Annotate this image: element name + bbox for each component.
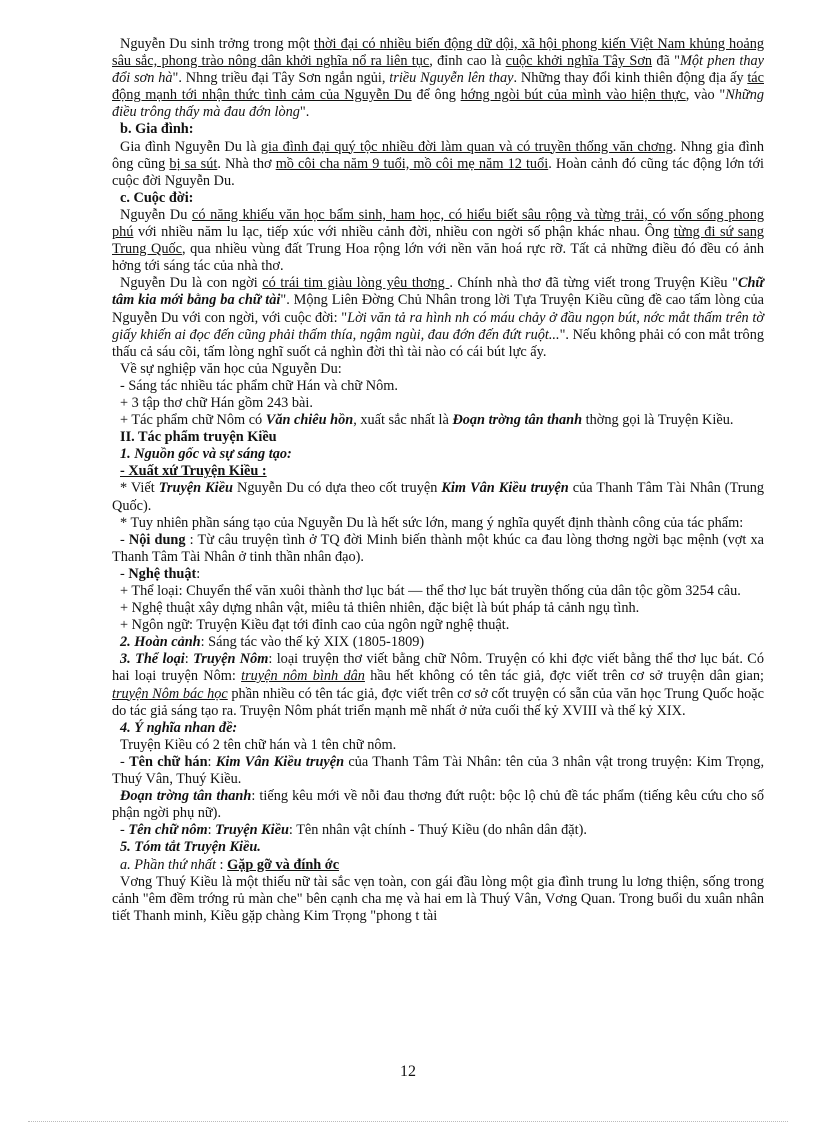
text-run: Đoạn trờng tân thanh [120, 788, 252, 805]
text-run: - [120, 753, 130, 770]
text-run: + Ngôn ngữ: Truyện Kiều đạt tới đỉnh cao của ngôn ngữ nghệ thuật. [120, 617, 510, 634]
text-run: . Chính nhà thơ đã từng viết trong Truyện Kiều " [449, 275, 738, 292]
text-run: Về sự nghiệp văn học của Nguyễn Du: [120, 360, 342, 377]
paragraph [112, 139, 764, 190]
text-run: 2. Hoàn cảnh [120, 634, 201, 651]
text-run: thời đại có nhiều biến động dữ dội, xã hội phong kiến Việt Nam khủng hoảng sâu sắc, phong trào nông dân khởi nghĩa nổ ra liên tục [112, 36, 765, 70]
text-run: của Thanh Tâm Tài Nhân (Trung Quốc). [112, 480, 765, 514]
text-run: . Nhà thơ [217, 155, 276, 172]
text-run: Nguyễn Du là con ngời [120, 275, 263, 292]
page-bottom-border [28, 1121, 788, 1122]
text-run: , qua nhiều vùng đất Trung Hoa rộng lớn với nền văn hoá rực rỡ. Tất cả những điều đó đều có ảnh hởng tới sáng tác của nhà thơ. [112, 241, 764, 275]
paragraph [112, 737, 764, 754]
paragraph [112, 121, 764, 138]
text-run: phần nhiều có tên tác giả, đợc viết trên cơ sở cốt truyện có sẵn của văn học Trung Quốc hoặc do tác giả sáng tạo ra. Truyện Nôm phát triển mạnh mẽ nhất ở nửa cuối thế kỷ XVIII và thế kỷ XIX. [112, 685, 764, 719]
text-run: truyện Nôm bác học [112, 685, 228, 702]
text-run: Nội dung [128, 531, 186, 548]
text-run: b. Gia đình: [120, 121, 194, 138]
text-run: : [196, 565, 201, 582]
text-run: thờng gọi là Truyện Kiều. [582, 412, 734, 429]
text-run: . Hoàn cảnh đó cũng tác động lớn tới cuộc đời Nguyễn Du. [112, 155, 764, 189]
text-run: Lời văn tả ra hình nh có máu chảy ở đầu ngọn bút, nớc mắt thấm trên tờ giấy khiến ai đọc đến cũng phải thấm thía, ngậm ngùi, đau đớn đến đứt ruột... [112, 309, 765, 343]
text-run: : Sáng tác vào thế kỷ XIX (1805-1809) [200, 634, 425, 651]
text-run: 3. Thể loại [120, 651, 185, 668]
text-run: ". [299, 104, 310, 121]
paragraph [112, 822, 764, 839]
text-run: hầu hết không có tên tác giả, đợc viết trên cơ sở truyện dân gian; [364, 668, 765, 685]
text-run: với nhiều năm lu lạc, tiếp xúc với nhiều cảnh đời, nhiều con ngời số phận khác nhau. Ông [133, 224, 674, 241]
text-run: + Tác phẩm chữ Nôm có [120, 412, 266, 429]
text-run: * Tuy nhiên phần sáng tạo của Nguyễn Du là hết sức lớn, mang ý nghĩa quyết định thành công của tác phẩm: [120, 514, 744, 531]
text-run: 4. Ý nghĩa nhan đề: [120, 719, 238, 736]
text-run: Truyện Kiều [215, 822, 289, 839]
text-run: để ông [411, 87, 461, 104]
paragraph [112, 378, 764, 395]
text-run: : Tên nhân vật chính - Thuý Kiều (do nhân dân đặt). [288, 822, 587, 839]
text-run: Chữ tâm kia mới bằng ba chữ tài [112, 275, 764, 309]
paragraph [112, 480, 764, 514]
paragraph [112, 566, 764, 583]
text-run: - [120, 565, 129, 582]
text-run: có năng khiếu văn học bẩm sinh, ham học, có hiểu biết sâu rộng và từng trải, có vốn sống phong phú [112, 206, 765, 241]
paragraph [112, 412, 764, 429]
text-run: bị sa sút [169, 155, 218, 172]
text-run: có trái tim giàu lòng yêu thơng [262, 275, 450, 292]
text-run: : [184, 651, 194, 668]
text-run: Truyện Kiều có 2 tên chữ hán và 1 tên chữ nôm. [120, 736, 397, 753]
paragraph [112, 429, 764, 446]
text-run: + Nghệ thuật xây dựng nhân vật, miêu tả thiên nhiên, đặc biệt là bút pháp tả cảnh ngụ tình. [120, 600, 640, 617]
paragraph [112, 463, 764, 480]
text-run: 1. Nguồn gốc và sự sáng tạo: [120, 446, 292, 463]
text-run: 5. Tóm tắt Truyện Kiều. [120, 839, 261, 856]
text-run: của Thanh Tâm Tài Nhân: tên của 3 nhân vật trong truyện: Kim Trọng, Thuý Vân, Thuý Kiều. [112, 753, 765, 788]
text-run: : [215, 856, 228, 873]
text-run: , xuất sắc nhất là [353, 412, 453, 429]
text-run: hớng ngòi bút của mình vào hiện thực [460, 87, 686, 104]
text-run: Đoạn trờng tân thanh [452, 412, 583, 429]
text-run: : [207, 753, 216, 770]
paragraph [112, 874, 764, 925]
text-run: Những điều trông thấy mà đau đớn lòng [112, 87, 764, 121]
text-run: Nguyễn Du sinh trởng trong một [120, 36, 314, 52]
text-run: Gia đình Nguyễn Du là [120, 138, 261, 155]
text-run: Kim Vân Kiều truyện [215, 753, 345, 770]
text-run: Tên chữ nôm [128, 822, 208, 839]
text-run: : loại truyện thơ viết bằng chữ Nôm. Truyện có khi đợc viết bằng thể thơ lục bát. Có hai loại truyện Nôm: [112, 651, 764, 685]
text-run: * Viết [120, 480, 159, 497]
text-run: + Thể loại: Chuyển thể văn xuôi thành thơ lục bát — thể thơ lục bát truyền thống của dân tộc gồm 3254 câu. [120, 583, 741, 599]
paragraph [112, 788, 764, 822]
text-run: : Từ câu truyện tình ở TQ đời Minh biến thành một khúc ca đau lòng thơng ngời bạc mệnh (vợt xa Thanh Tâm Tài Nhân ở tinh thần nhân đạo). [112, 531, 764, 565]
text-run: từng đi sứ sang Trung Quốc [112, 224, 764, 258]
text-run: Tên chữ hán [129, 753, 208, 770]
paragraph [112, 207, 764, 275]
paragraph [112, 839, 764, 856]
text-run: , vào " [685, 87, 726, 104]
text-run: gia đình đại quý tộc nhiều đời làm quan và có truyền thống văn chơng [260, 138, 673, 155]
text-run: . Nhng gia đình ông cũng [112, 138, 765, 172]
text-run: Văn chiêu hồn [265, 412, 354, 429]
text-run: ". Mộng Liên Đờng Chủ Nhân trong lời Tựa Truyện Kiều cũng đề cao tấm lòng của Nguyễn Du với con ngời, với cuộc đời: " [112, 292, 764, 326]
text-run: - [120, 531, 129, 548]
paragraph [112, 515, 764, 532]
text-run: tác động mạnh tới nhận thức tình cảm của Nguyễn Du [112, 70, 764, 104]
paragraph [112, 857, 764, 874]
text-run: Nguyễn Du [120, 206, 192, 223]
paragraph [112, 532, 764, 566]
text-run: - Sáng tác nhiều tác phẩm chữ Hán và chữ Nôm. [120, 377, 398, 394]
text-run: : tiếng kêu mới về nỗi đau thơng đứt ruột: bộc lộ chủ đề tác phẩm (tiếng kêu cứu cho số phận ngời phụ nữ). [112, 788, 764, 822]
text-run: a. Phần thứ nhất [120, 856, 216, 873]
text-run: Nghệ thuật [128, 565, 197, 582]
text-run: mồ côi cha năm 9 tuổi, mồ côi mẹ năm 12 tuổi [275, 155, 549, 172]
text-run: ". Nhng triều đại Tây Sơn ngắn ngủi, [172, 70, 390, 87]
paragraph [112, 754, 764, 788]
text-run: - Xuất xứ Truyện Kiều : [120, 463, 267, 480]
paragraph [112, 36, 764, 121]
text-run: II. Tác phẩm truyện Kiều [120, 429, 277, 446]
paragraph [112, 395, 764, 412]
paragraph [112, 617, 764, 634]
text-run: đã " [652, 53, 680, 70]
paragraph [112, 275, 764, 360]
text-run: + 3 tập thơ chữ Hán gồm 243 bài. [120, 394, 313, 411]
paragraph [112, 583, 764, 600]
paragraph [112, 361, 764, 378]
paragraph [112, 720, 764, 737]
text-run: . Những thay đổi kinh thiên động địa ấy [513, 70, 748, 87]
text-run: - [120, 822, 129, 839]
text-run: Gặp gỡ và đính ớc [227, 856, 340, 873]
paragraph [112, 651, 764, 719]
text-run: Một phen thay đổi sơn hà [112, 53, 764, 87]
text-run: Truyện Nôm [193, 651, 269, 668]
text-run: : [207, 822, 216, 839]
text-run: c. Cuộc đời: [120, 189, 194, 206]
text-run: Kim Vân Kiều truyện [441, 480, 569, 497]
text-run: Vơng Thuý Kiều là một thiếu nữ tài sắc vẹn toàn, con gái đầu lòng một gia đình trung lu lơng thiện, sống trong cảnh "êm đềm trớng rủ màn che" bên cạnh cha mẹ và hai em là Thuý Vân, Vơng Quan. Trong buổi du xuân nhân tiết Thanh minh, Kiều gặp chàng Kim Trọng "phong t tài [112, 873, 764, 924]
text-run: Truyện Kiều [158, 480, 233, 497]
text-run: triều Nguyễn lên thay [389, 70, 514, 87]
paragraph [112, 600, 764, 617]
text-run: , đỉnh cao là [429, 53, 506, 70]
paragraph [112, 634, 764, 651]
document-body [112, 36, 764, 925]
page-number: 12 [400, 1063, 416, 1080]
paragraph [112, 446, 764, 463]
text-run: Nguyễn Du có dựa theo cốt truyện [232, 480, 442, 497]
text-run: truyện nôm bình dân [241, 668, 365, 685]
text-run: ". Nếu không phải có con mắt trông thấu cả sáu cõi, tấm lòng nghĩ suốt cả nghìn đời thì tài nào có cái bút lực ấy. [112, 326, 765, 360]
paragraph [112, 190, 764, 207]
text-run: cuộc khởi nghĩa Tây Sơn [505, 53, 653, 70]
